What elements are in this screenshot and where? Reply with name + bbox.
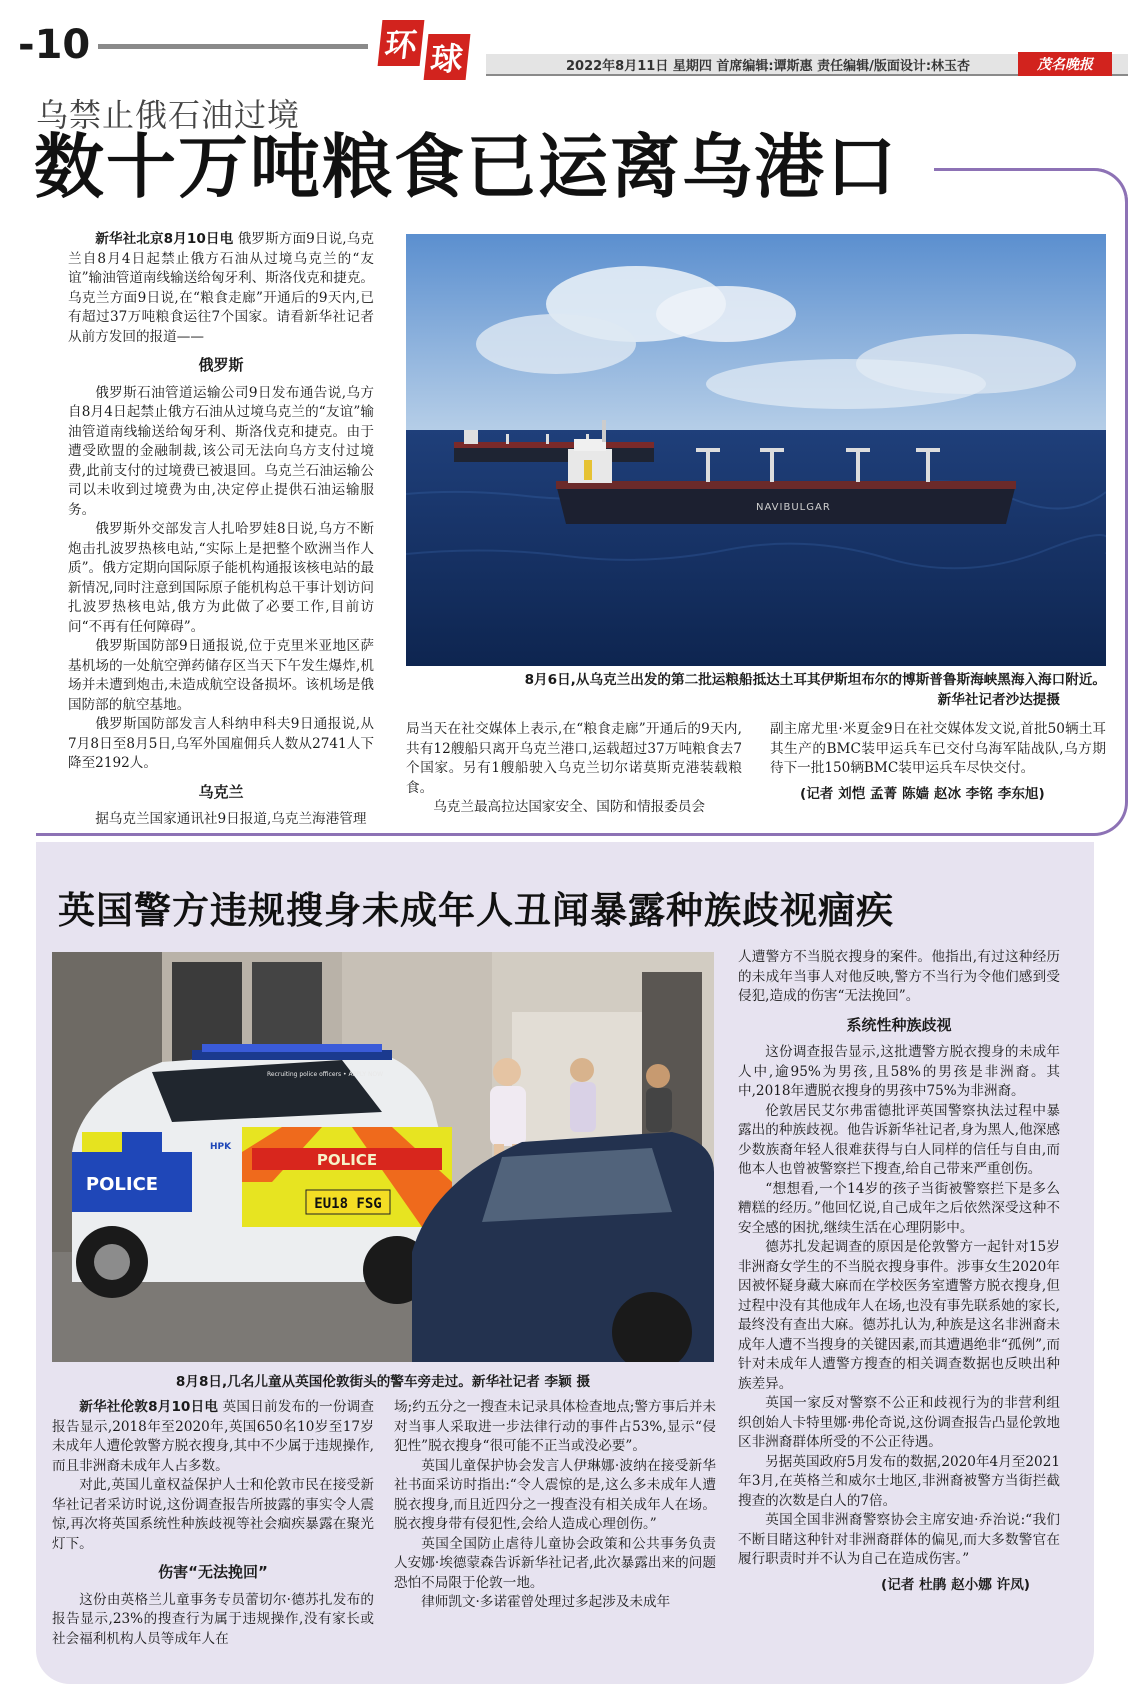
- paragraph: 这份调查报告显示,这批遭警方脱衣搜身的未成年人中,逾95%为男孩,且58%的男孩是非洲裔。其中,2018年遭脱衣搜身的男孩中75%为非洲裔。: [738, 1044, 1060, 1099]
- photo-credit: 新华社记者沙达提摄: [937, 692, 1060, 708]
- header-divider: [98, 44, 368, 49]
- paragraph: 乌克兰最高拉达国家安全、国防和情报委员会: [433, 799, 706, 815]
- police-car-photo-image: [52, 952, 714, 1362]
- police-side-text: POLICE: [85, 1174, 159, 1195]
- paragraph: 英国全国防止虐待儿童协会政策和公共事务负责人安娜·埃德蒙森告诉新华社记者,此次暴露出来的问题恐怕不局限于伦敦一地。: [394, 1535, 716, 1591]
- windscreen-banner: Recruiting police officers • APPLY NOW: [267, 1071, 384, 1078]
- photo-caption: [406, 670, 1106, 710]
- photo-caption: 8月8日,几名儿童从英国伦敦街头的警车旁走过。新华社记者 李颖 摄: [175, 1374, 591, 1390]
- paragraph: 人遭警方不当脱衣搜身的案件。他指出,有过这种经历的未成年当事人对他反映,警方不当行为令他们感到受侵犯,造成的伤害“无法挽回”。: [738, 949, 1060, 1004]
- paragraph: “想想看,一个14岁的孩子当街被警察拦下是多么糟糕的经历。”他回忆说,自己成年之后依然深受这种不安全感的困扰,继续生活在心理阴影中。: [738, 1180, 1060, 1236]
- police-rear-text: POLICE: [316, 1151, 378, 1169]
- paragraph: 副主席尤里·米夏金9日在社交媒体发文说,首批50辆土耳其生产的BMC装甲运兵车已交付乌海军陆战队,乌方期待下一批150辆BMC装甲运兵车尽快交付。: [770, 721, 1106, 776]
- section-heading: 乌克兰: [198, 782, 244, 801]
- article-headline: 英国警方违规搜身未成年人丑闻暴露种族歧视痼疾: [58, 889, 894, 932]
- paragraph: 律师凯文·多诺霍曾处理过多起涉及未成年: [421, 1594, 671, 1610]
- paragraph: 英国全国非洲裔警察协会主席安迪·乔治说:“我们不断目睹这种针对非洲裔群体的偏见,而大多数警官在履行职责时并不认为自己在造成伤害。”: [738, 1512, 1060, 1567]
- page-number: -10: [18, 22, 91, 68]
- cargo-ship-photo: [406, 234, 1106, 666]
- lead-text: 俄罗斯方面9日说,乌克兰自8月4日起禁止俄方石油从过境乌克兰的“友谊”输油管道南线输送给匈牙利、斯洛伐克和捷克。乌克兰方面9日说,在“粮食走廊”开通后的9天内,已有超过37万吨粮食运往7个国家。请看新华社记者从前方发回的报道——: [68, 231, 375, 345]
- paragraph: 据乌克兰国家通讯社9日报道,乌克兰海港管理: [95, 811, 367, 827]
- lead-paragraph: [68, 230, 374, 347]
- license-plate: EU18 FSG: [314, 1196, 382, 1212]
- paragraph: 场;约五分之一搜查未记录具体检查地点;警方事后并未对当事人采取进一步法律行动的事件占53%,显示“侵犯性”脱衣搜身“很可能不正当或没必要”。: [394, 1399, 716, 1454]
- lead-paragraph: [52, 1398, 374, 1476]
- paragraph: 俄罗斯国防部9日通报说,位于克里米亚地区萨基机场的一处航空弹药储存区当天下午发生爆炸,机场并未遭到炮击,未造成航空设备损坏。该机场是俄国防部的航空基地。: [68, 638, 374, 713]
- byline: (记者 刘恺 孟菁 陈嫱 赵冰 李铭 李东旭): [800, 785, 1045, 802]
- section-heading: 伤害“无法挽回”: [158, 1563, 268, 1581]
- paragraph: 英国儿童保护协会发言人伊琳娜·波纳在接受新华社书面采访时指出:“令人震惊的是,这么多未成年人遭脱衣搜身,而且近四分之一搜查没有相关成年人在场。脱衣搜身带有侵犯性,会给人造成心理创伤。”: [394, 1457, 716, 1532]
- dateline: 新华社北京8月10日电: [95, 231, 234, 247]
- police-badge-text: HPK: [210, 1142, 232, 1152]
- article-column-2: [406, 720, 742, 818]
- article-headline: 数十万吨粮食已运离乌港口: [34, 126, 898, 208]
- caption-text: 8月6日,从乌克兰出发的第二批运粮船抵达土耳其伊斯坦布尔的博斯普鲁斯海峡黑海入海口附近。: [524, 672, 1106, 688]
- article-column-3: [738, 948, 1060, 1595]
- article-frame-corner: [934, 168, 1128, 208]
- paragraph: 另据英国政府5月发布的数据,2020年4月至2021年3月,在英格兰和威尔士地区,非洲裔被警方当街拦截搜查的次数是白人的7倍。: [738, 1453, 1060, 1509]
- article-column-1: [52, 1398, 374, 1649]
- article-column-2: [394, 1398, 716, 1613]
- paragraph: 对此,英国儿童权益保护人士和伦敦市民在接受新华社记者采访时说,这份调查报告所披露的事实令人震惊,再次将英国系统性种族歧视等社会痼疾暴露在聚光灯下。: [52, 1477, 374, 1552]
- paragraph: 俄罗斯外交部发言人扎哈罗娃8日说,乌方不断炮击扎波罗热核电站,“实际上是把整个欧洲当作人质”。俄方定期向国际原子能机构通报该核电站的最新情况,同时注意到国际原子能机构总干事计划访问扎波罗热核电站,俄方为此做了必要工作,目前访问“不再有任何障碍”。: [68, 521, 375, 635]
- byline: (记者 杜鹃 赵小娜 许凤): [881, 1576, 1030, 1593]
- police-car-photo: [52, 952, 714, 1362]
- article-subtitle: 乌禁止俄石油过境: [36, 96, 301, 134]
- lead-text: 英国日前发布的一份调查报告显示,2018年至2020年,英国650名10岁至17岁未成年人遭伦敦警方脱衣搜身,其中不少属于违规操作,而且非洲裔未成年人占多数。: [52, 1399, 375, 1474]
- paragraph: 德苏扎发起调查的原因是伦敦警方一起针对15岁非洲裔女学生的不当脱衣搜身事件。涉事女生2020年因被怀疑身藏大麻而在学校医务室遭警方脱衣搜身,但过程中没有其他成年人在场,也没有事先联系她的家长,最终没有查出大麻。德苏扎认为,种族是这名非洲裔未成年人遭不当搜身的关键因素,而其遭遇绝非“孤例”,而针对未成年人遭警方搜查的相关调查数据也反映出种族差异。: [738, 1239, 1060, 1392]
- paragraph: 这份由英格兰儿童事务专员蕾切尔·德苏扎发布的报告显示,23%的搜查行为属于违规操作,没有家长或社会福利机构人员等成年人在: [52, 1591, 374, 1647]
- section-heading: 系统性种族歧视: [846, 1015, 952, 1034]
- section-logo-char: 环: [378, 20, 425, 66]
- paragraph: 英国一家反对警察不公正和歧视行为的非营利组织创始人卡特里娜·弗伦奇说,这份调查报告凸显伦敦地区非洲裔群体所受的不公正待遇。: [738, 1395, 1060, 1450]
- paragraph: 伦敦居民艾尔弗雷德批评英国警察执法过程中暴露出的种族歧视。他告诉新华社记者,身为黑人,他深感少数族裔年轻人很难获得与白人同样的信任与自由,而他本人也曾被警察拦下搜查,给自己带来严重创伤。: [738, 1102, 1060, 1177]
- cargo-ship-photo-image: [406, 234, 1106, 666]
- paragraph: 局当天在社交媒体上表示,在“粮食走廊”开通后的9天内,共有12艘船只离开乌克兰港口,运载超过37万吨粮食去7个国家。另有1艘船驶入乌克兰切尔诺莫斯克港装载粮食。: [406, 721, 742, 796]
- article-column-1: [68, 230, 374, 830]
- section-logo-char: 球: [424, 34, 471, 80]
- dateline: 新华社伦敦8月10日电: [79, 1399, 219, 1415]
- article-column-3: [770, 720, 1106, 804]
- paragraph: 俄罗斯石油管道运输公司9日发布通告说,乌方自8月4日起禁止俄方石油从过境乌克兰的“友谊”输油管道南线输送给匈牙利、斯洛伐克和捷克。由于遭受欧盟的金融制裁,该公司无法向乌方支付过境费,此前支付的过境费已被退回。乌克兰石油运输公司以未收到过境费为由,决定停止提供石油运输服务。: [68, 384, 374, 518]
- section-logo: [380, 20, 468, 80]
- section-heading: 俄罗斯: [198, 356, 244, 374]
- ship-hull-name: NAVIBULGAR: [756, 502, 831, 513]
- edition-info: 2022年8月11日 星期四 首席编辑:谭斯惠 责任编辑/版面设计:林玉杏: [566, 58, 971, 74]
- paragraph: 俄罗斯国防部发言人科纳申科夫9日通报说,从7月8日至8月5日,乌军外国雇佣兵人数从2741人下降至2192人。: [68, 716, 374, 771]
- newspaper-logo: 茂名晚报: [1018, 52, 1112, 76]
